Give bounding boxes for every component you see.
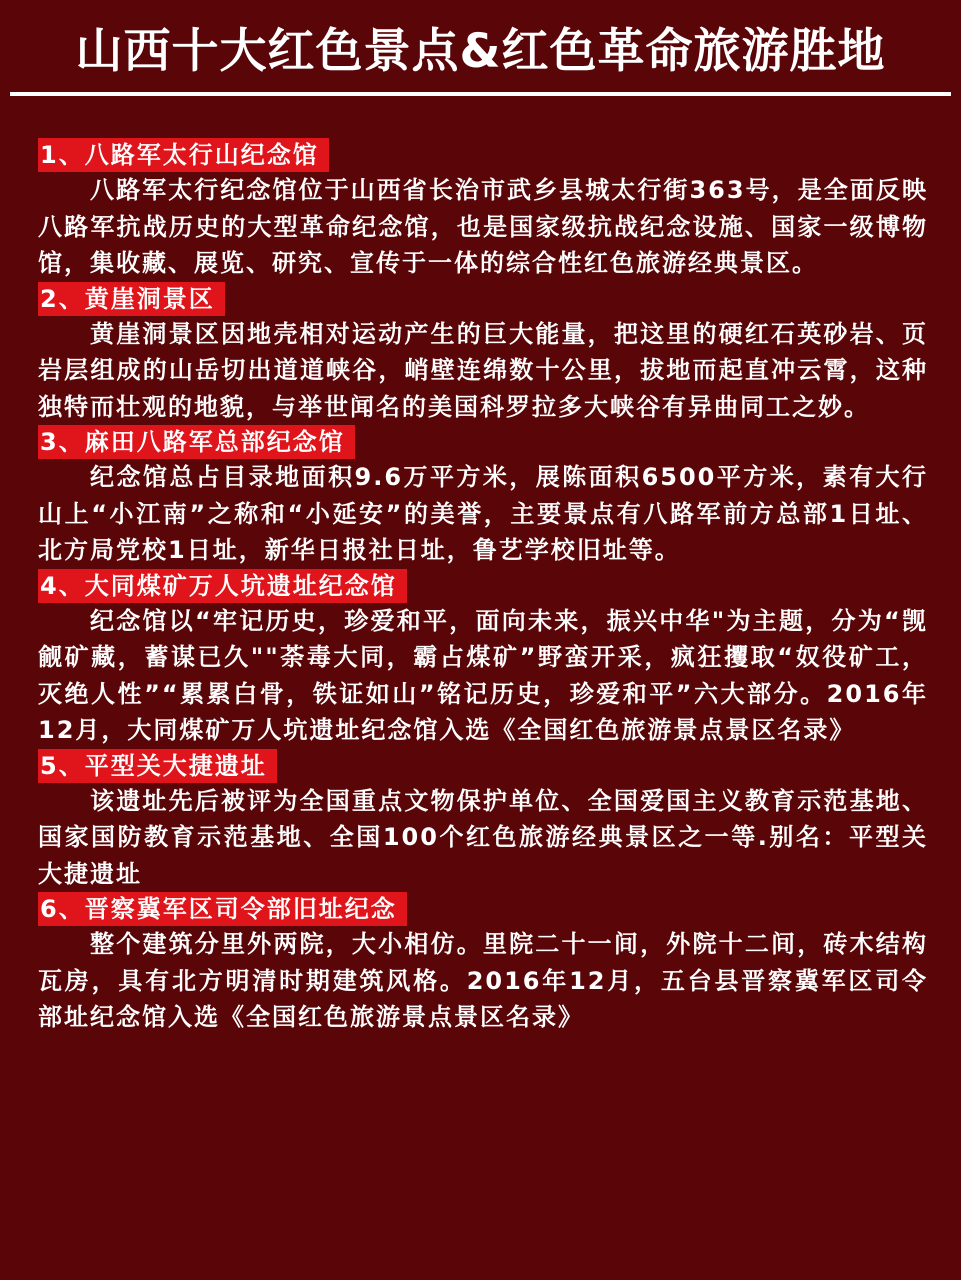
- section-heading: 5、平型关大捷遗址: [38, 749, 277, 783]
- section-body: 纪念馆总占目录地面积9.6万平方米，展陈面积6500平方米，素有大行山上“小江南”之称和“小延安”的美誉，主要景点有八路军前方总部1日址、北方局党校1日址，新华日报社日址，鲁艺学校旧址等。: [38, 463, 928, 564]
- section-item: [38, 425, 928, 569]
- section-body: 八路军太行纪念馆位于山西省长治市武乡县城太行街363号，是全面反映八路军抗战历史的大型革命纪念馆，也是国家级抗战纪念设施、国家一级博物馆，集收藏、展览、研究、宣传于一体的综合性红色旅游经典景区。: [38, 176, 928, 277]
- sections-list: [38, 138, 928, 1036]
- section-body: 该遗址先后被评为全国重点文物保护单位、全国爱国主义教育示范基地、国家国防教育示范基地、全国100个红色旅游经典景区之一等.别名：平型关大捷遗址: [38, 786, 928, 888]
- section-item: [38, 892, 928, 1036]
- section-body: 纪念馆以“牢记历史，珍爱和平，面向未来，振兴中华"为主题，分为“觊觎矿藏，蓄谋已久""荼毒大同，霸占煤矿”野蛮开采，疯狂攫取“奴役矿工，灭绝人性”“累累白骨，铁证如山”铭记历史，珍爱和平”六大部分。2016年12月，大同煤矿万人坑遗址纪念馆入选《全国红色旅游景点景区名录》: [38, 606, 928, 744]
- section-heading: 4、大同煤矿万人坑遗址纪念馆: [38, 569, 407, 603]
- page-title: 山西十大红色景点&红色革命旅游胜地: [75, 24, 886, 79]
- section-heading: 6、晋察冀军区司令部旧址纪念: [38, 892, 407, 926]
- title-divider: [10, 92, 951, 96]
- section-body: 黄崖洞景区因地壳相对运动产生的巨大能量，把这里的硬红石英砂岩、页岩层组成的山岳切出道道峡谷，峭壁连绵数十公里，拔地而起直冲云霄，这种独特而壮观的地貌，与举世闻名的美国科罗拉多大峡谷有异曲同工之妙。: [38, 319, 928, 421]
- section-item: [38, 569, 928, 749]
- section-heading: 2、黄崖洞景区: [38, 282, 225, 316]
- section-heading: 3、麻田八路军总部纪念馆: [38, 425, 355, 459]
- section-item: [38, 749, 928, 893]
- section-body: 整个建筑分里外两院，大小相仿。里院二十一间，外院十二间，砖木结构瓦房，具有北方明清时期建筑风格。2016年12月，五台县晋察冀军区司令部址纪念馆入选《全国红色旅游景点景区名录》: [38, 930, 928, 1031]
- section-heading: 1、八路军太行山纪念馆: [38, 138, 329, 172]
- section-item: [38, 282, 928, 426]
- section-item: [38, 138, 928, 282]
